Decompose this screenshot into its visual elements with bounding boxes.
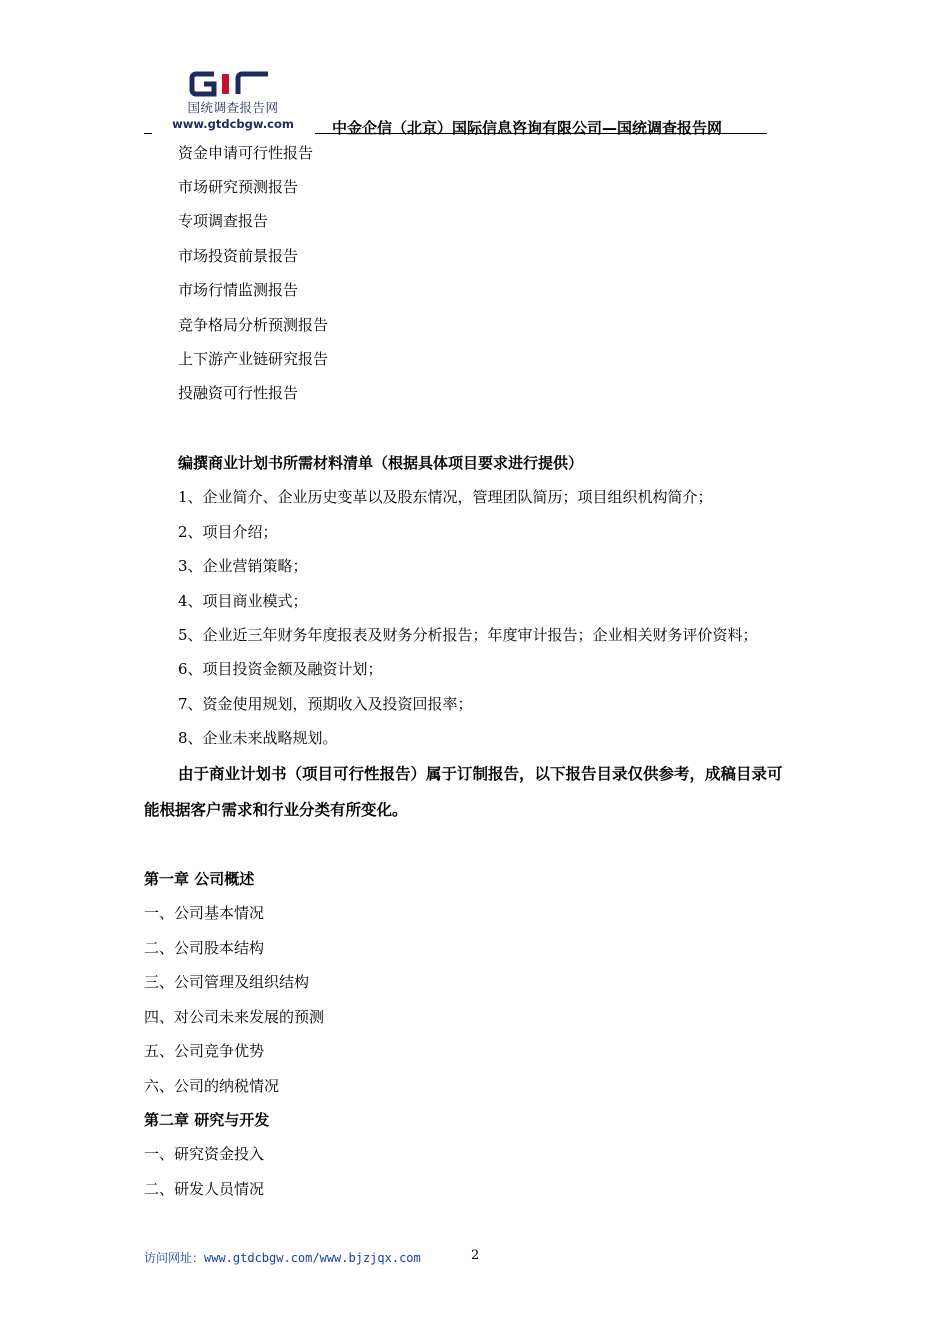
- chapter-item: 一、研究资金投入: [144, 1145, 265, 1163]
- note-line-2: 能根据客户需求和行业分类有所变化。: [144, 801, 408, 819]
- chapter-item: 一、公司基本情况: [144, 904, 265, 922]
- chapter-item: 二、研发人员情况: [144, 1180, 265, 1198]
- report-type-item: 上下游产业链研究报告: [178, 350, 329, 368]
- footer-website-link[interactable]: 访问网址：www.gtdcbgw.com/www.bjzjqx.com: [144, 1251, 421, 1265]
- logo-url: www.gtdcbgw.com: [172, 117, 294, 131]
- materials-item: 6、项目投资金额及融资计划；: [178, 660, 383, 678]
- materials-item: 1、企业简介、企业历史变革以及股东情况，管理团队简历；项目组织机构简介；: [178, 488, 713, 506]
- materials-item: 4、项目商业模式；: [178, 592, 308, 610]
- materials-item: 8、企业未来战略规划。: [178, 729, 338, 747]
- chapter-title: 第一章 公司概述: [144, 870, 255, 888]
- note-line-1: 由于商业计划书（项目可行性报告）属于订制报告，以下报告目录仅供参考，成稿目录可: [178, 765, 783, 783]
- materials-item: 3、企业营销策略；: [178, 557, 308, 575]
- header-underline: [315, 133, 767, 134]
- report-type-item: 市场投资前景报告: [178, 247, 299, 265]
- report-type-item: 专项调查报告: [178, 212, 269, 230]
- materials-item: 7、资金使用规划，预期收入及投资回报率；: [178, 695, 473, 713]
- report-type-item: 市场研究预测报告: [178, 178, 299, 196]
- materials-item: 2、项目介绍；: [178, 523, 278, 541]
- header-company-name: 中金企信（北京）国际信息咨询有限公司—国统调查报告网: [332, 119, 723, 137]
- header-underline-left: [144, 133, 152, 134]
- chapter-item: 六、公司的纳税情况: [144, 1077, 280, 1095]
- report-type-item: 资金申请可行性报告: [178, 144, 314, 162]
- chapter-item: 三、公司管理及组织结构: [144, 973, 310, 991]
- report-type-item: 竞争格局分析预测报告: [178, 316, 329, 334]
- chapter-item: 四、对公司未来发展的预测: [144, 1008, 325, 1026]
- chapter-title: 第二章 研究与开发: [144, 1111, 270, 1129]
- company-logo: [148, 68, 314, 136]
- chapter-item: 二、公司股本结构: [144, 939, 265, 957]
- materials-title: 编撰商业计划书所需材料清单（根据具体项目要求进行提供）: [178, 454, 584, 472]
- report-type-item: 市场行情监测报告: [178, 281, 299, 299]
- logo-text: 国统调查报告网: [187, 100, 279, 115]
- page-number: 2: [471, 1248, 480, 1263]
- report-type-item: 投融资可行性报告: [178, 384, 299, 402]
- gtr-logo-icon: [188, 70, 274, 98]
- materials-item: 5、企业近三年财务年度报表及财务分析报告；年度审计报告；企业相关财务评价资料；: [178, 626, 758, 644]
- chapter-item: 五、公司竞争优势: [144, 1042, 265, 1060]
